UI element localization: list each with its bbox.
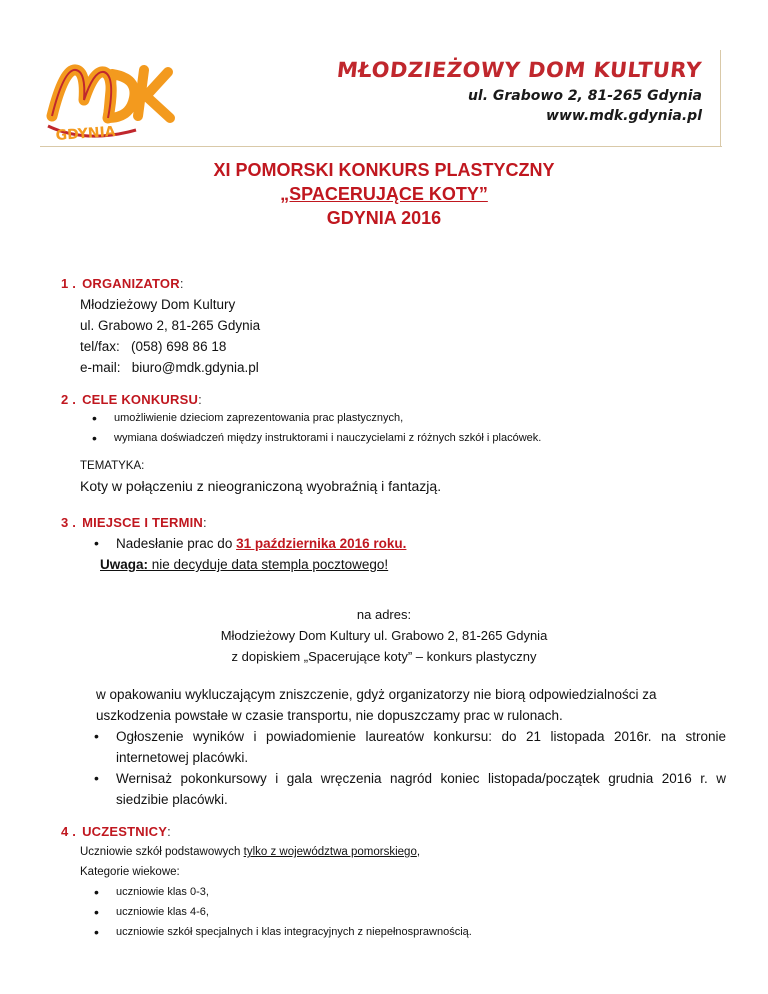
packaging-text: w opakowaniu wykluczającym zniszczenie, gdyż organizatorzy nie biorą odpowiedzialności za uszkodzenia powstałe w czasie transportu, nie dopuszczamy prac w rulonach. xyxy=(96,687,657,723)
letterhead xyxy=(40,50,730,150)
header-divider xyxy=(40,146,722,147)
list-item: • uczniowie klas 4-6, xyxy=(116,902,209,922)
address-note: z dopiskiem „Spacerujące koty” – konkurs plastyczny xyxy=(231,649,537,664)
document-title xyxy=(0,158,768,230)
organizer-details xyxy=(80,294,260,378)
list-item: • uczniowie szkół specjalnych i klas integracyjnych z niepełnosprawnością. xyxy=(116,922,472,942)
deadline-date: 31 października 2016 roku. xyxy=(236,536,407,551)
note-line xyxy=(100,554,388,575)
region-restriction: tylko z województwa pomorskiego xyxy=(243,846,417,858)
org-website: www.mdk.gdynia.pl xyxy=(546,108,702,124)
organizer-address: ul. Grabowo 2, 81-265 Gdynia xyxy=(80,318,261,333)
list-item: • Wernisaż pokonkursowy i gala wręczenia nagród koniec listopada/początek grudnia 2016 r. w siedzibie placówki. xyxy=(116,768,726,810)
participants-line: Uczniowie szkół podstawowych tylko z województwa pomorskiego, xyxy=(80,846,421,858)
organizer-name: Młodzieżowy Dom Kultury xyxy=(80,297,236,312)
age-categories-label: Kategorie wiekowe: xyxy=(80,866,180,878)
title-line-1: XI POMORSKI KONKURS PLASTYCZNY xyxy=(213,160,555,180)
org-title: MŁODZIEŻOWY DOM KULTURY xyxy=(336,58,704,82)
organizer-phone: tel/fax: (058) 698 86 18 xyxy=(80,339,227,354)
header-divider-vertical xyxy=(720,50,721,147)
list-item: • uczniowie klas 0-3, xyxy=(116,882,209,902)
theme-text: Koty w połączeniu z nieograniczoną wyobraźnią i fantazją. xyxy=(80,478,442,494)
section-3-heading: 3 . MIEJSCE I TERMIN: xyxy=(61,515,207,530)
list-item: • wymiana doświadczeń między instruktorami i nauczycielami z różnych szkół i placówek. xyxy=(114,428,541,448)
section-1-heading: 1 . ORGANIZATOR: xyxy=(61,276,184,291)
organizer-email: e-mail: biuro@mdk.gdynia.pl xyxy=(80,360,259,375)
theme-label: TEMATYKA: xyxy=(80,460,145,472)
address-line: Młodzieżowy Dom Kultury ul. Grabowo 2, 81-265 Gdynia xyxy=(220,628,548,643)
list-item: • Nadesłanie prac do 31 października 2016 roku. xyxy=(116,533,406,554)
note-label: Uwaga: xyxy=(100,557,149,572)
section-4-heading: 4 . UCZESTNICY: xyxy=(61,824,171,839)
mdk-logo-icon xyxy=(46,56,176,146)
section-2-heading: 2 . CELE KONKURSU: xyxy=(61,392,202,407)
address-label: na adres: xyxy=(356,607,412,622)
org-info xyxy=(337,58,702,124)
section-number: 1 . xyxy=(61,276,77,291)
logo-city-text: GDYNIA xyxy=(55,123,117,144)
note-text: nie decyduje data stempla pocztowego! xyxy=(148,557,389,572)
list-item: • umożliwienie dzieciom zaprezentowania prac plastycznych, xyxy=(114,408,403,428)
list-item: • Ogłoszenie wyników i powiadomienie laureatów konkursu: do 21 listopada 2016r. na stronie internetowej placówki. xyxy=(116,726,726,768)
title-line-2: „SPACERUJĄCE KOTY” xyxy=(280,184,488,204)
title-line-3: GDYNIA 2016 xyxy=(326,208,442,228)
section-title: ORGANIZATOR xyxy=(82,276,180,291)
org-address: ul. Grabowo 2, 81-265 Gdynia xyxy=(467,88,702,104)
